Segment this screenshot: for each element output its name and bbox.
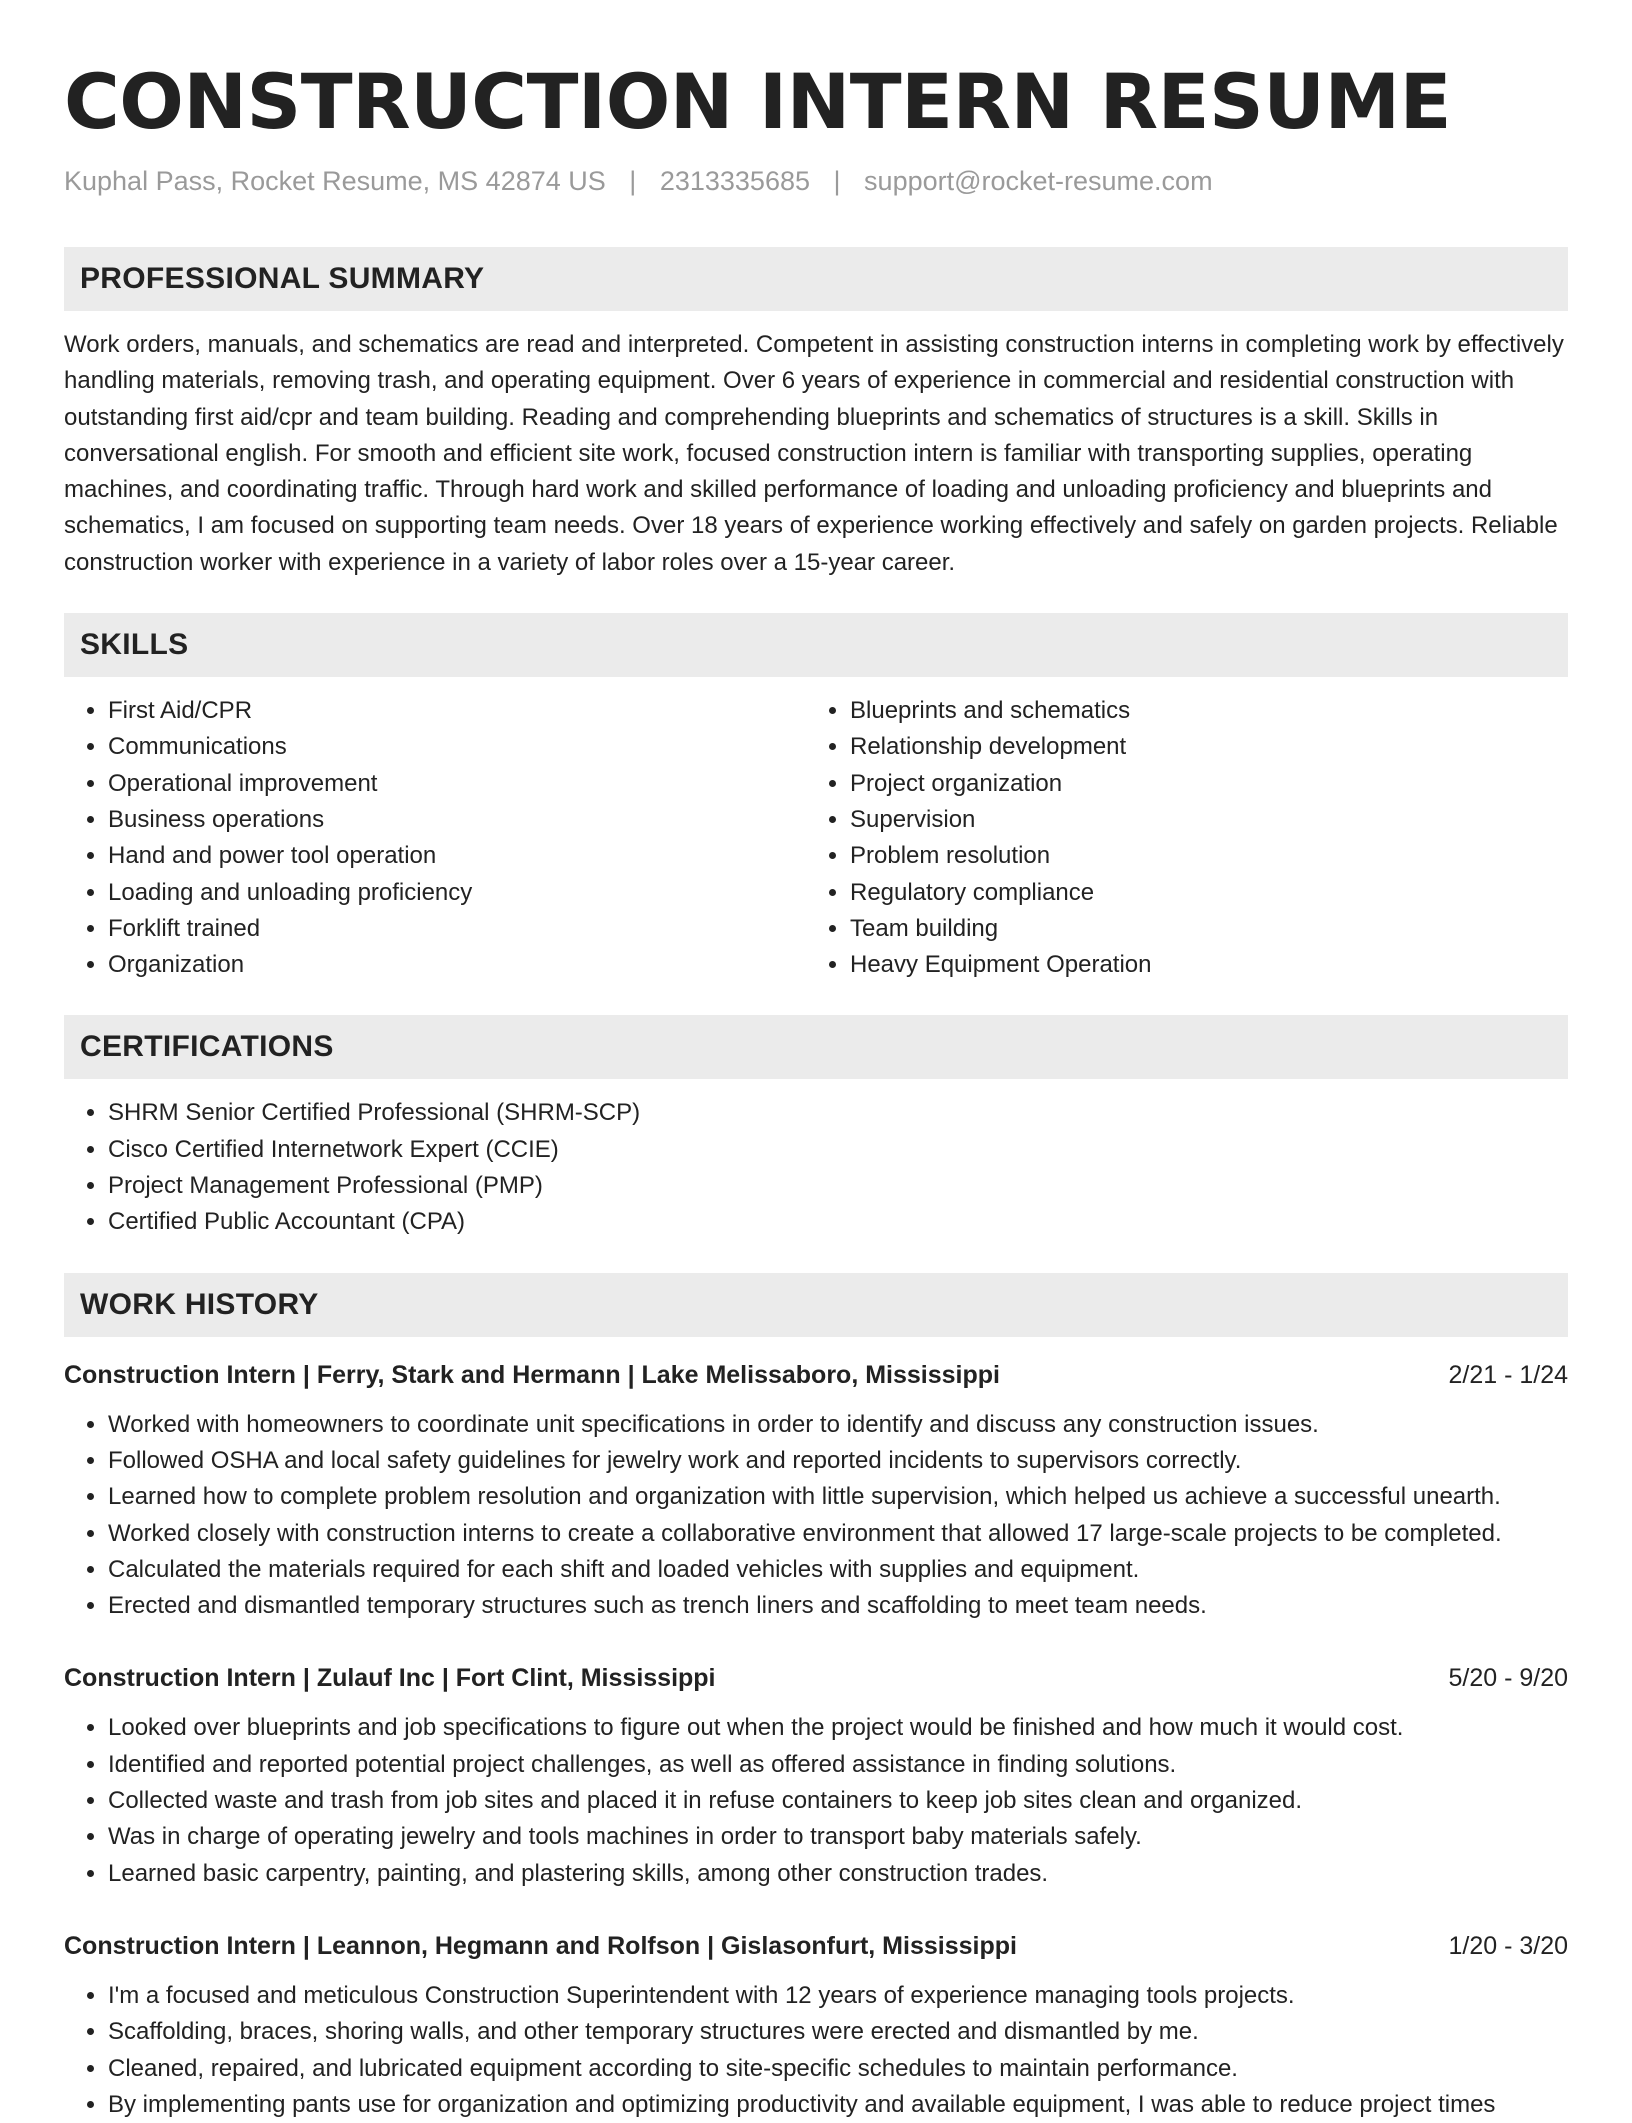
job-title: Construction Intern | Leannon, Hegmann and Rolfson | Gislasonfurt, Mississippi xyxy=(64,1931,1017,1960)
job-bullet: • Identified and reported potential project challenges, as well as offered assistance in finding solutions. xyxy=(108,1747,1568,1783)
certifications-list xyxy=(64,1095,1568,1240)
certification-item: • Cisco Certified Internetwork Expert (CCIE) xyxy=(108,1132,1568,1168)
section-header-skills: SKILLS xyxy=(64,613,1568,677)
skill-item: • Blueprints and schematics xyxy=(850,693,1568,729)
skill-item: • Team building xyxy=(850,911,1568,947)
summary-text: Work orders, manuals, and schematics are read and interpreted. Competent in assisting construction interns in completing work by effectively handling materials, removing trash, and operating equipment. Over 6 years of experience in commercial and residential construction with outstanding first aid/cpr and team building. Reading and comprehending blueprints and schematics of structures is a skill. Skills in conversational english. For smooth and efficient site work, focused construction intern is familiar with transporting supplies, operating machines, and coordinating traffic. Through hard work and skilled performance of loading and unloading proficiency and blueprints and schematics, I am focused on supporting team needs. Over 18 years of experience working effectively and safely on garden projects. Reliable construction worker with experience in a variety of labor roles over a 15-year career. xyxy=(64,331,1564,576)
job-header xyxy=(64,1660,1568,1696)
section-header-certifications: CERTIFICATIONS xyxy=(64,1015,1568,1079)
job-bullet: • Scaffolding, braces, shoring walls, and other temporary structures were erected and dismantled by me. xyxy=(108,2014,1568,2050)
skill-item: • Relationship development xyxy=(850,729,1568,765)
contact-address: Kuphal Pass, Rocket Resume, MS 42874 US xyxy=(64,166,606,196)
contact-line xyxy=(64,166,1568,197)
job-bullet: • Collected waste and trash from job sites and placed it in refuse containers to keep job sites clean and organized. xyxy=(108,1783,1568,1819)
job-bullet: • Worked with homeowners to coordinate unit specifications in order to identify and discuss any construction issues. xyxy=(108,1407,1568,1443)
skill-item: • Regulatory compliance xyxy=(850,875,1568,911)
job-bullet: • Followed OSHA and local safety guidelines for jewelry work and reported incidents to supervisors correctly. xyxy=(108,1443,1568,1479)
job-bullet: • I'm a focused and meticulous Construction Superintendent with 12 years of experience managing tools projects. xyxy=(108,1978,1568,2014)
job-bullets xyxy=(64,1710,1568,1891)
contact-phone: 2313335685 xyxy=(659,166,810,196)
job-entry xyxy=(64,1660,1568,1891)
contact-separator: | xyxy=(833,166,841,196)
job-bullet: • Looked over blueprints and job specifications to figure out when the project would be finished and how much it would cost. xyxy=(108,1710,1568,1746)
skill-item: • Organization xyxy=(108,947,806,983)
certification-item: • Project Management Professional (PMP) xyxy=(108,1168,1568,1204)
job-dates: 5/20 - 9/20 xyxy=(1448,1664,1568,1693)
skill-item: • First Aid/CPR xyxy=(108,693,806,729)
certification-item: • Certified Public Accountant (CPA) xyxy=(108,1204,1568,1240)
job-title: Construction Intern | Zulauf Inc | Fort Clint, Mississippi xyxy=(64,1664,716,1693)
job-bullets xyxy=(64,1978,1568,2123)
job-bullet: • Learned how to complete problem resolution and organization with little supervision, which helped us achieve a successful unearth. xyxy=(108,1479,1568,1515)
job-bullet: • Worked closely with construction interns to create a collaborative environment that allowed 17 large-scale projects to be completed. xyxy=(108,1516,1568,1552)
job-header xyxy=(64,1928,1568,1964)
contact-email: support@rocket-resume.com xyxy=(864,166,1213,196)
job-entry xyxy=(64,1357,1568,1625)
certification-item: • SHRM Senior Certified Professional (SHRM-SCP) xyxy=(108,1095,1568,1131)
job-entry xyxy=(64,1928,1568,2123)
job-dates: 1/20 - 3/20 xyxy=(1448,1931,1568,1960)
skill-item: • Forklift trained xyxy=(108,911,806,947)
resume-title: CONSTRUCTION INTERN RESUME xyxy=(64,57,1452,146)
skill-item: • Project organization xyxy=(850,766,1568,802)
skills-column-left xyxy=(64,693,806,983)
section-header-summary: PROFESSIONAL SUMMARY xyxy=(64,247,1568,311)
skill-item: • Supervision xyxy=(850,802,1568,838)
job-bullet: • Calculated the materials required for each shift and loaded vehicles with supplies and equipment. xyxy=(108,1552,1568,1588)
job-bullet: • By implementing pants use for organization and optimizing productivity and available equipment, I was able to reduce project times xyxy=(108,2087,1568,2123)
job-dates: 2/21 - 1/24 xyxy=(1448,1360,1568,1389)
skill-item: • Problem resolution xyxy=(850,838,1568,874)
job-header xyxy=(64,1357,1568,1393)
job-bullet: • Cleaned, repaired, and lubricated equipment according to site-specific schedules to maintain performance. xyxy=(108,2051,1568,2087)
skills-column-right xyxy=(806,693,1568,983)
job-bullet: • Erected and dismantled temporary structures such as trench liners and scaffolding to meet team needs. xyxy=(108,1588,1568,1624)
skill-item: • Business operations xyxy=(108,802,806,838)
skill-item: • Communications xyxy=(108,729,806,765)
skill-item: • Heavy Equipment Operation xyxy=(850,947,1568,983)
job-bullets xyxy=(64,1407,1568,1625)
job-title: Construction Intern | Ferry, Stark and Hermann | Lake Melissaboro, Mississippi xyxy=(64,1360,1000,1389)
skills-list xyxy=(64,693,1568,983)
job-bullet: • Learned basic carpentry, painting, and plastering skills, among other construction trades. xyxy=(108,1856,1568,1892)
skill-item: • Operational improvement xyxy=(108,766,806,802)
skill-item: • Hand and power tool operation xyxy=(108,838,806,874)
skill-item: • Loading and unloading proficiency xyxy=(108,875,806,911)
job-bullet: • Was in charge of operating jewelry and tools machines in order to transport baby materials safely. xyxy=(108,1819,1568,1855)
contact-separator: | xyxy=(629,166,637,196)
section-header-work-history: WORK HISTORY xyxy=(64,1273,1568,1337)
resume-page xyxy=(64,52,1568,2123)
